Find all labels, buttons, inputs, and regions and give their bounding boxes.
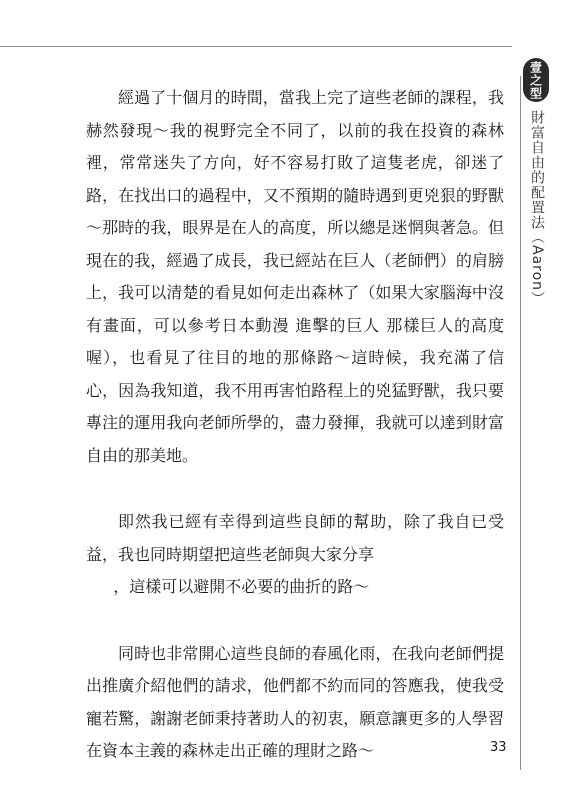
- paragraph-3: 同時也非常開心這些良師的春風化雨，在我向老師們提出推廣介紹他們的請求，他們都不約而同的答應我，使我受寵若驚，謝謝老師秉持著助人的初衷，願意讓更多的人學習在資本主義的森林走出正確的理財之路～: [86, 643, 504, 760]
- header-rule: [0, 46, 512, 47]
- paragraph-1: 經過了十個月的時間，當我上完了這些老師的課程，我赫然發現～我的視野完全不同了，以前的我在投資的森林裡，常常迷失了方向，好不容易打敗了這隻老虎，卻迷了路，在找出口的過程中，又不預期的隨時遇到更兇狠的野獸～那時的我，眼界是在人的高度，所以總是迷惘與著急。但現在的我，經過了成長，我已經站在巨人（老師們）的肩膀上，我可以清楚的看見如何走出森林了（如果大家腦海中沒有畫面，可以參考日本動漫 進擊的巨人 那樣巨人的高度喔），也看見了往目的地的那條路～這時候，我充滿了信心，因為我知道，我不用再害怕路程上的兇猛野獸，我只要專注的運用我向老師所學的，盡力發揮，我就可以達到財富自由的那美地。: [86, 88, 504, 465]
- running-title: 財富自由的配置法（Aaron）: [529, 110, 545, 307]
- paragraph-2: 即然我已經有幸得到這些良師的幫助，除了我自已受益，我也同時期望把這些老師與大家分享: [86, 512, 504, 564]
- paragraph-2-continuation: ，這樣可以避開不必要的曲折的路～: [113, 577, 370, 596]
- side-rule: [520, 76, 521, 770]
- paragraph-gap: [86, 604, 504, 638]
- chapter-badge: 壹之型: [523, 58, 549, 102]
- page-number: 33: [490, 740, 507, 755]
- page-body: [86, 82, 504, 768]
- paragraph-gap: [86, 472, 504, 506]
